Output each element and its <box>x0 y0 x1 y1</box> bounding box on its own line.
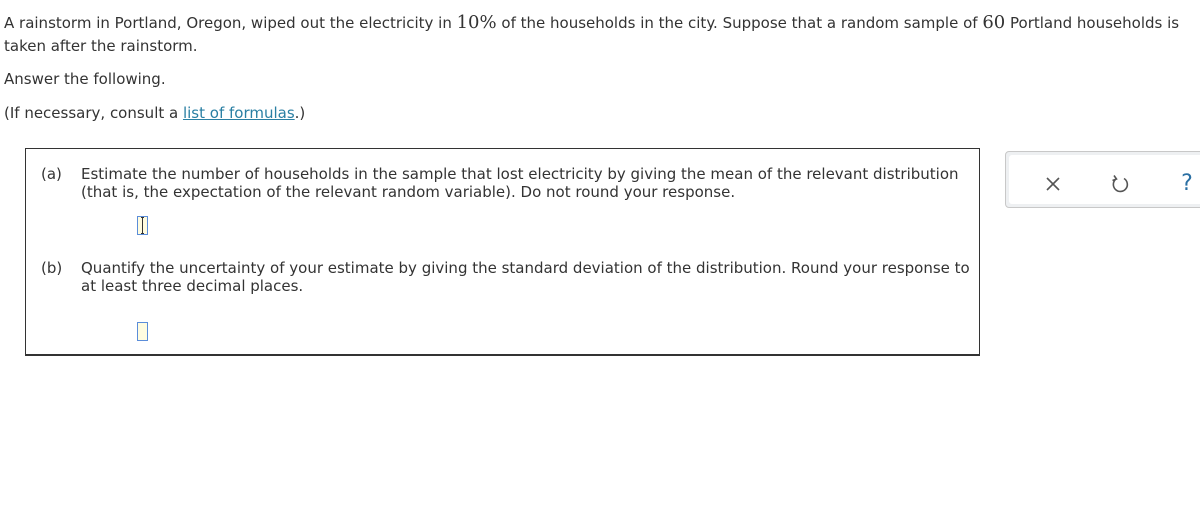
help-button[interactable]: ? <box>1181 171 1193 196</box>
question-b-tag: (b) <box>41 259 63 277</box>
formula-suffix: .) <box>294 104 306 122</box>
sample-size-value: 60 <box>982 12 1006 33</box>
text-cursor <box>142 218 143 233</box>
problem-text-1: A rainstorm in Portland, Oregon, wiped out the electricity in <box>4 14 457 32</box>
answer-a-input[interactable] <box>137 216 148 235</box>
cursor-bottom-tick <box>141 233 144 234</box>
toolbar-panel <box>1009 155 1200 204</box>
answer-toolbar <box>1005 151 1200 208</box>
question-a-text: Estimate the number of households in the sample that lost electricity by giving the mean of the relevant distribution (that is, the expectation of the relevant random variable). Do not round your response. <box>81 165 959 201</box>
undo-icon <box>1109 173 1131 195</box>
question-a-tag: (a) <box>41 165 62 183</box>
formula-prefix: (If necessary, consult a <box>4 104 183 122</box>
close-icon <box>1042 173 1064 195</box>
formula-note <box>4 103 305 123</box>
question-b-text: Quantify the uncertainty of your estimate by giving the standard deviation of the distribution. Round your response to at least three decimal places. <box>81 259 970 295</box>
problem-text-2: of the households in the city. Suppose that a random sample of <box>496 14 983 32</box>
problem-statement <box>4 11 1196 58</box>
percent-value: 10% <box>456 12 497 33</box>
question-box <box>25 148 980 356</box>
formula-list-link[interactable]: list of formulas <box>182 104 295 122</box>
clear-button[interactable] <box>1042 173 1064 195</box>
instruction-text: Answer the following. <box>4 70 166 88</box>
undo-button[interactable] <box>1109 173 1131 195</box>
problem-text-3: Portland households is taken after the rainstorm. <box>4 14 1180 55</box>
answer-b-input[interactable] <box>137 322 148 341</box>
